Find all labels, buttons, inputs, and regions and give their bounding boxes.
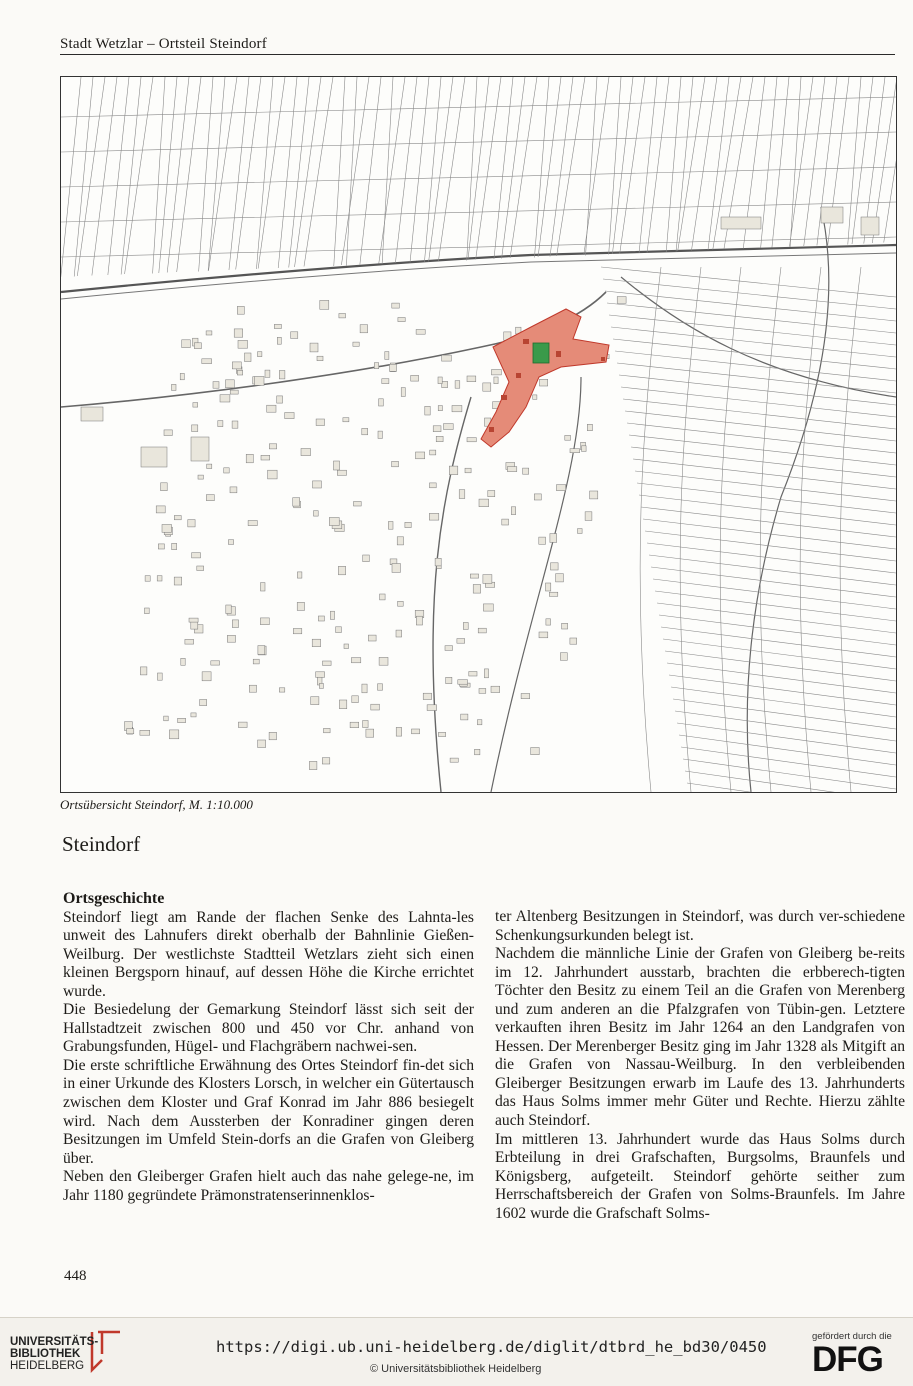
subheading: Ortsgeschichte xyxy=(63,890,165,907)
funder-note: gefördert durch die xyxy=(812,1331,892,1342)
paragraph: Steindorf liegt am Rande der flachen Senke des Lahnta-les unweit des Lahnufers direkt oberhalb der Bahnlinie Gießen-Weilburg. Der westlichste Stadtteil Wetzlars zieht sich einen kleinen Bergsporn hinauf, auf dessen Höhe die Kirche errichtet wurde. xyxy=(63,908,474,1000)
running-header: Stadt Wetzlar – Ortsteil Steindorf xyxy=(60,36,267,52)
map-caption: Ortsübersicht Steindorf, M. 1:10.000 xyxy=(60,797,253,812)
library-name-line3: HEIDELBERG xyxy=(10,1360,85,1372)
paragraph: Nachdem die männliche Linie der Grafen von Gleiberg be-reits im 12. Jahrhundert ausstarb, brachten die erbberech-tigten Töchter den Besitz zu einem Teil an die Grafen von Merenberg und zum anderen an die Pfalzgrafen von Tübin-gen. Letztere verkauften ihren Besitz im Jahr 1264 an den Landgrafen von Hessen. Der Merenberger Besitz ging im Jahr 1328 als Mitgift an die Grafen von Nassau-Weilburg. In den verbleibenden Gleiberger Besitzungen erwarb im Laufe des 13. Jahrhunderts das Haus Solms immer mehr Güter und Rechte. Hierzu zählte auch Steindorf. xyxy=(495,945,905,1130)
paragraph: Die Besiedelung der Gemarkung Steindorf lässt sich seit der Hallstadtzeit zwischen 800 und 450 vor Chr. anhand von Grabungsfunden, Hügel- und Flachgräbern nachwei-sen. xyxy=(63,1001,474,1056)
library-name-line1: UNIVERSITÄTS- xyxy=(10,1336,99,1348)
section-title: Steindorf xyxy=(62,832,141,856)
railway-line xyxy=(61,245,896,292)
text-column-right xyxy=(495,908,905,1223)
cadastral-map-drawing xyxy=(61,77,896,792)
text-column-left xyxy=(63,890,474,1205)
dfg-logo[interactable]: DFG xyxy=(812,1340,883,1379)
header-rule xyxy=(60,54,895,55)
paragraph: Im mittleren 13. Jahrhundert wurde das Haus Solms durch Erbteilung in drei Grafschaften, Burgsolms, Braunfels und Königsberg, aufgeteilt. Steindorf gehörte seither zum Herrschaftsbereich der Grafen von Solms-Braunfels. Im Jahre 1602 wurde die Grafschaft Solms- xyxy=(495,1130,905,1222)
permalink-url[interactable]: https://digi.ub.uni-heidelberg.de/diglit/dtbrd_he_bd30/0450 xyxy=(216,1338,767,1356)
library-name-line2: BIBLIOTHEK xyxy=(10,1348,81,1360)
paragraph: Neben den Gleiberger Grafen hielt auch das nahe gelege-ne, im Jahr 1180 gegründete Prämonstratenserinnenklos- xyxy=(63,1168,474,1204)
footer-bar xyxy=(0,1317,913,1386)
site-map[interactable] xyxy=(60,76,897,793)
field-parcel-lines xyxy=(61,77,896,792)
page-number: 448 xyxy=(64,1268,87,1284)
copyright-notice: © Universitätsbibliothek Heidelberg xyxy=(370,1363,542,1375)
building-footprints xyxy=(81,207,879,770)
paragraph: ter Altenberg Besitzungen in Steindorf, was durch ver-schiedene Schenkungsurkunden belegt ist. xyxy=(495,908,905,944)
paragraph: Die erste schriftliche Erwähnung des Ortes Steindorf fin-det sich in einer Urkunde des Klosters Lorsch, in welcher ein Gütertausch zwischen dem Kloster und Graf Konrad im Jahr 886 besiegelt wird. Nach dem Aussterben der Konradiner gingen deren Besitzungen im Umfeld Stein-dorfs an die Grafen von Gleiberg über. xyxy=(63,1056,474,1167)
church-green-plot xyxy=(533,343,549,363)
railway-line-parallel xyxy=(61,253,896,299)
